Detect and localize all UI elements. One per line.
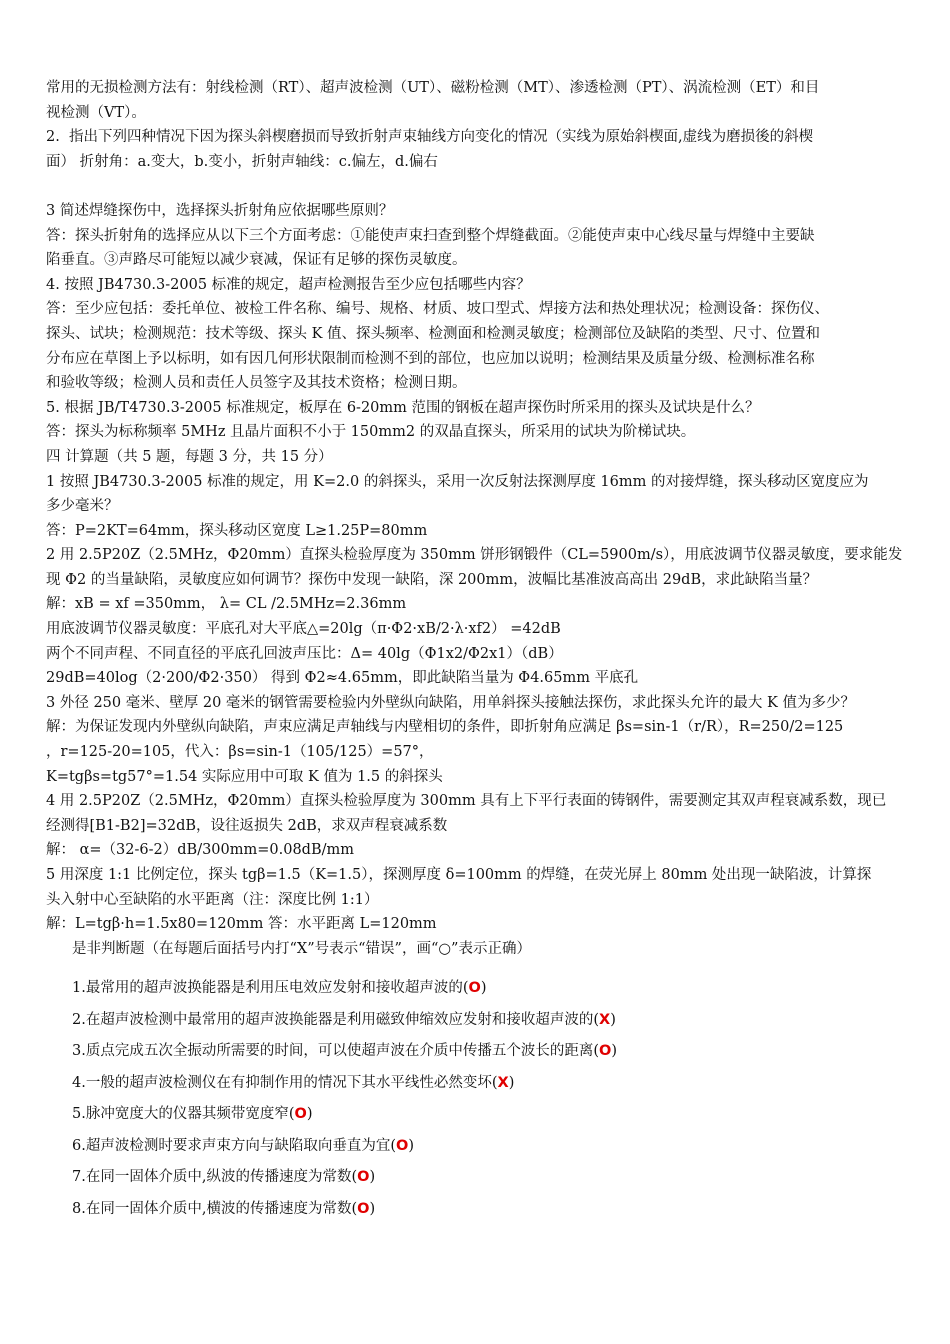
text-line: 1 按照 JB4730.3-2005 标准的规定，用 K=2.0 的斜探头，采用一次反射法探测厚度 16mm 的对接焊缝，探头移动区宽度应为 [46, 473, 869, 490]
text-line: 解： α=（32-6-2）dB/300mm=0.08dB/mm [46, 842, 355, 859]
judge-item-text: 6.超声波检测时要求声束方向与缺陷取向垂直为宜( [72, 1137, 396, 1154]
text-line: 陷垂直。③声路尽可能短以减少衰减，保证有足够的探伤灵敏度。 [46, 252, 467, 269]
answer-mark: O [599, 1043, 612, 1060]
text-line: K=tgβs=tg57°=1.54 实际应用中可取 K 值为 1.5 的斜探头 [46, 768, 443, 785]
judge-item [46, 1005, 912, 1037]
answer-mark: O [357, 1169, 370, 1186]
text-line: 头入射中心至缺陷的水平距离（注：深度比例 1:1） [46, 891, 379, 908]
judge-item-close: ) [611, 1043, 617, 1060]
answer-mark: X [497, 1074, 509, 1091]
text-line: 常用的无损检测方法有：射线检测（RT）、超声波检测（UT）、磁粉检测（MT）、渗透检测（PT）、涡流检测（ET）和目 [46, 80, 820, 96]
text-line: 4 用 2.5P20Z（2.5MHz，Φ20mm）直探头检验厚度为 300mm 具有上下平行表面的铸钢件，需要测定其双声程衰减系数，现已 [46, 793, 887, 810]
text-line: 答：至少应包括：委托单位、被检工件名称、编号、规格、材质、坡口型式、焊接方法和热处理状况；检测设备：探伤仪、 [46, 301, 829, 318]
answer-mark: X [599, 1011, 611, 1028]
text-line: 答：探头折射角的选择应从以下三个方面考虑：①能使声束扫查到整个焊缝截面。②能使声束中心线尽量与焊缝中主要缺 [46, 227, 815, 244]
judge-item-close: ) [369, 1169, 376, 1186]
judge-item-close: ) [306, 1106, 313, 1123]
text-line: 面） 折射角：a.变大，b.变小，折射声轴线：c.偏左，d.偏右 [46, 153, 438, 170]
text-line: 和验收等级；检测人员和责任人员签字及其技术资格；检测日期。 [46, 375, 467, 392]
text-line: 3 简述焊缝探伤中，选择探头折射角应依据哪些原则？ [46, 202, 394, 219]
judge-item [46, 1099, 912, 1131]
judge-item-text: 5.脉冲宽度大的仪器其频带宽度窄( [72, 1106, 295, 1123]
judge-item-close: ) [480, 980, 487, 997]
judge-item [46, 973, 912, 1005]
text-line: 两个不同声程、不同直径的平底孔回波声压比：Δ= 40lg（Φ1x2/Φ2x1）（dB） [46, 645, 563, 662]
document-page [46, 76, 912, 1225]
answer-mark: O [468, 980, 481, 997]
answer-mark: O [357, 1200, 370, 1217]
judge-section-title: 是非判断题（在每题后面括号内打“X”号表示“错误”，画“○”表示正确） [72, 940, 531, 957]
text-line: 经测得[B1-B2]=32dB，设往返损失 2dB，求双声程衰减系数 [46, 817, 448, 834]
blank-line [46, 174, 912, 199]
text-line: 分布应在草图上予以标明，如有因几何形状限制而检测不到的部位，也应加以说明；检测结果及质量分级、检测标准名称 [46, 350, 815, 367]
text-line: 2 用 2.5P20Z（2.5MHz，Φ20mm）直探头检验厚度为 350mm 饼形钢锻件（CL=5900m/s），用底波调节仪器灵敏度，要求能发 [46, 547, 903, 564]
judge-item-close: ) [508, 1074, 515, 1091]
text-line: 视检测（VT）。 [46, 104, 146, 121]
judge-item-text: 1.最常用的超声波换能器是利用压电效应发射和接收超声波的( [72, 980, 469, 997]
text-line: 解：为保证发现内外壁纵向缺陷，声束应满足声轴线与内壁相切的条件，即折射角应满足 βs=sin-1（r/R），R=250/2=125 [46, 719, 844, 736]
text-line: 多少毫米？ [46, 498, 119, 515]
text-line: 用底波调节仪器灵敏度：平底孔对大平底△=20lg（π·Φ2·xB/2·λ·xf2） =42dB [46, 621, 561, 638]
text-line: 29dB=40log（2·200/Φ2·350） 得到 Φ2≈4.65mm，即此缺陷当量为 Φ4.65mm 平底孔 [46, 670, 639, 687]
judge-item-text: 7.在同一固体介质中,纵波的传播速度为常数( [72, 1169, 358, 1186]
text-line: 探头、试块；检测规范：技术等级、探头 K 值、探头频率、检测面和检测灵敏度；检测部位及缺陷的类型、尺寸、位置和 [46, 325, 821, 342]
text-line: 4. 按照 JB4730.3-2005 标准的规定，超声检测报告至少应包括哪些内容？ [46, 276, 531, 293]
judge-item [46, 1068, 912, 1100]
judge-item [46, 1194, 912, 1226]
answer-mark: O [294, 1106, 307, 1123]
text-line: 答：探头为标称频率 5MHz 且晶片面积不小于 150mm2 的双晶直探头，所采用的试块为阶梯试块。 [46, 424, 696, 441]
text-line: 3 外径 250 毫米、壁厚 20 毫米的钢管需要检验内外壁纵向缺陷，用单斜探头接触法探伤，求此探头允许的最大 K 值为多少？ [46, 694, 855, 711]
text-line: 5. 根据 JB/T4730.3-2005 标准规定，板厚在 6-20mm 范围的钢板在超声探伤时所采用的探头及试块是什么？ [46, 399, 760, 416]
text-line: 5 用深度 1:1 比例定位，探头 tgβ=1.5（K=1.5），探测厚度 δ=100mm 的焊缝，在荧光屏上 80mm 处出现一缺陷波，计算探 [46, 867, 872, 883]
text-line: 2. 指出下列四种情况下因为探头斜楔磨损而导致折射声束轴线方向变化的情况（实线为原始斜楔面,虚线为磨损後的斜楔 [46, 129, 814, 146]
judge-item [46, 1131, 912, 1163]
answer-mark: O [396, 1137, 409, 1154]
judge-item-text: 2.在超声波检测中最常用的超声波换能器是利用磁致伸缩效应发射和接收超声波的( [72, 1011, 599, 1028]
text-line: 现 Φ2 的当量缺陷，灵敏度应如何调节？探伤中发现一缺陷，深 200mm，波幅比基准波高高出 29dB，求此缺陷当量？ [46, 571, 818, 588]
section-heading: 四 计算题（共 5 题，每题 3 分，共 15 分） [46, 448, 333, 465]
judge-item [46, 1036, 912, 1068]
judge-item [46, 1162, 912, 1194]
judge-item-text: 4.一般的超声波检测仪在有抑制作用的情况下其水平线性必然变坏( [72, 1074, 498, 1091]
judge-item-text: 3.质点完成五次全振动所需要的时间，可以使超声波在介质中传播五个波长的距离( [72, 1043, 599, 1060]
judge-item-close: ) [369, 1200, 376, 1217]
judge-item-close: ) [610, 1011, 616, 1028]
text-line: 解：xB = xf =350mm， λ= CL /2.5MHz=2.36mm [46, 596, 407, 613]
text-line: 解：L=tgβ·h=1.5x80=120mm 答：水平距离 L=120mm [46, 916, 437, 933]
text-line: 答：P=2KT=64mm，探头移动区宽度 L≥1.25P=80mm [46, 522, 428, 539]
judge-item-close: ) [408, 1137, 414, 1154]
judge-item-text: 8.在同一固体介质中,横波的传播速度为常数( [72, 1200, 358, 1217]
text-line: ，r=125-20=105，代入：βs=sin-1（105/125）=57°， [46, 744, 434, 761]
